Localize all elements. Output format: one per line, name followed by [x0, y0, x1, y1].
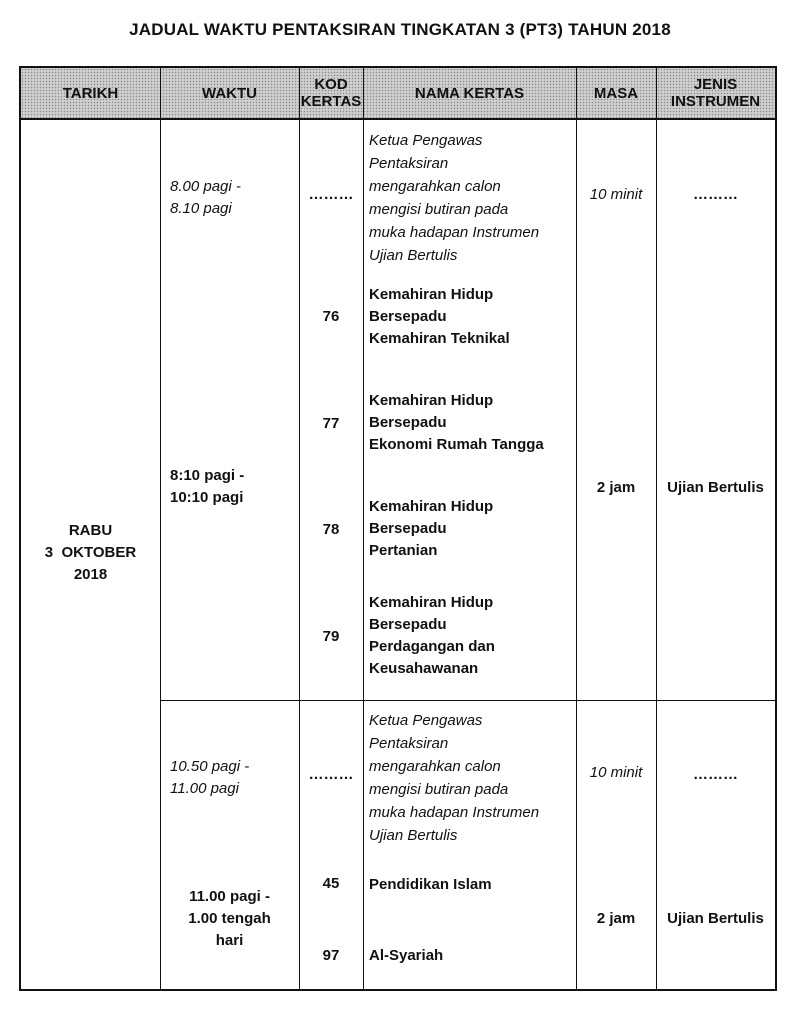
paper-code-78: 78	[322, 521, 340, 538]
date-year: 2018	[73, 566, 108, 583]
header-kod-kertas: KOD KERTAS	[300, 76, 362, 110]
session1-briefing-instrument: ………	[693, 186, 738, 203]
paper-name-76: Kemahiran Hidup Bersepadu Kemahiran Teknikal	[369, 286, 510, 347]
session2-briefing-code: ………	[308, 766, 354, 783]
paper-code-45: 45	[322, 875, 340, 892]
session1-exam-time: 8:10 pagi - 10:10 pagi	[170, 467, 245, 506]
session1-briefing-time: 8.00 pagi - 8.10 pagi	[170, 178, 241, 217]
column-divider	[576, 68, 577, 989]
session1-briefing-instruction: Ketua Pengawas Pentaksiran mengarahkan calon mengisi butiran pada muka hadapan Instrumen Ujian Bertulis	[369, 132, 540, 264]
session2-exam-instrument: Ujian Bertulis	[667, 910, 764, 927]
session2-exam-duration: 2 jam	[596, 910, 636, 927]
paper-code-77: 77	[322, 415, 340, 432]
session2-exam-time: 11.00 pagi - 1.00 tengah hari	[188, 888, 271, 949]
paper-name-77: Kemahiran Hidup Bersepadu Ekonomi Rumah Tangga	[369, 392, 544, 453]
session2-briefing-instruction: Ketua Pengawas Pentaksiran mengarahkan calon mengisi butiran pada muka hadapan Instrumen Ujian Bertulis	[369, 712, 540, 844]
date-cell	[21, 520, 160, 586]
header-masa: MASA	[593, 84, 639, 102]
paper-name-78: Kemahiran Hidup Bersepadu Pertanian	[369, 498, 494, 559]
header-waktu: WAKTU	[202, 84, 257, 102]
date-date: 3 OKTOBER	[44, 544, 137, 561]
session2-briefing-instrument: ………	[693, 766, 738, 783]
page-title: JADUAL WAKTU PENTAKSIRAN TINGKATAN 3 (PT3) TAHUN 2018	[129, 20, 671, 39]
paper-name-79: Kemahiran Hidup Bersepadu Perdagangan dan Keusahawanan	[369, 594, 495, 677]
column-divider	[656, 68, 657, 989]
paper-name-45: Pendidikan Islam	[369, 876, 492, 893]
session-divider	[160, 700, 775, 701]
table-header	[21, 68, 775, 120]
session1-briefing-code: ………	[308, 186, 354, 203]
session2-briefing-duration: 10 minit	[589, 764, 643, 781]
session2-briefing-time: 10.50 pagi - 11.00 pagi	[170, 758, 250, 797]
paper-code-79: 79	[322, 628, 340, 645]
header-jenis-instrumen: JENIS INSTRUMEN	[670, 76, 761, 110]
session1-exam-instrument: Ujian Bertulis	[667, 479, 764, 496]
column-divider	[363, 68, 364, 989]
timetable	[19, 66, 777, 991]
session1-exam-duration: 2 jam	[596, 479, 636, 496]
paper-code-97: 97	[322, 947, 340, 964]
column-divider	[160, 68, 161, 989]
header-nama-kertas: NAMA KERTAS	[414, 84, 525, 102]
header-tarikh: TARIKH	[62, 84, 119, 102]
session1-briefing-duration: 10 minit	[589, 186, 643, 203]
paper-code-76: 76	[322, 308, 340, 325]
paper-name-97: Al-Syariah	[369, 947, 444, 964]
date-day: RABU	[68, 522, 113, 539]
